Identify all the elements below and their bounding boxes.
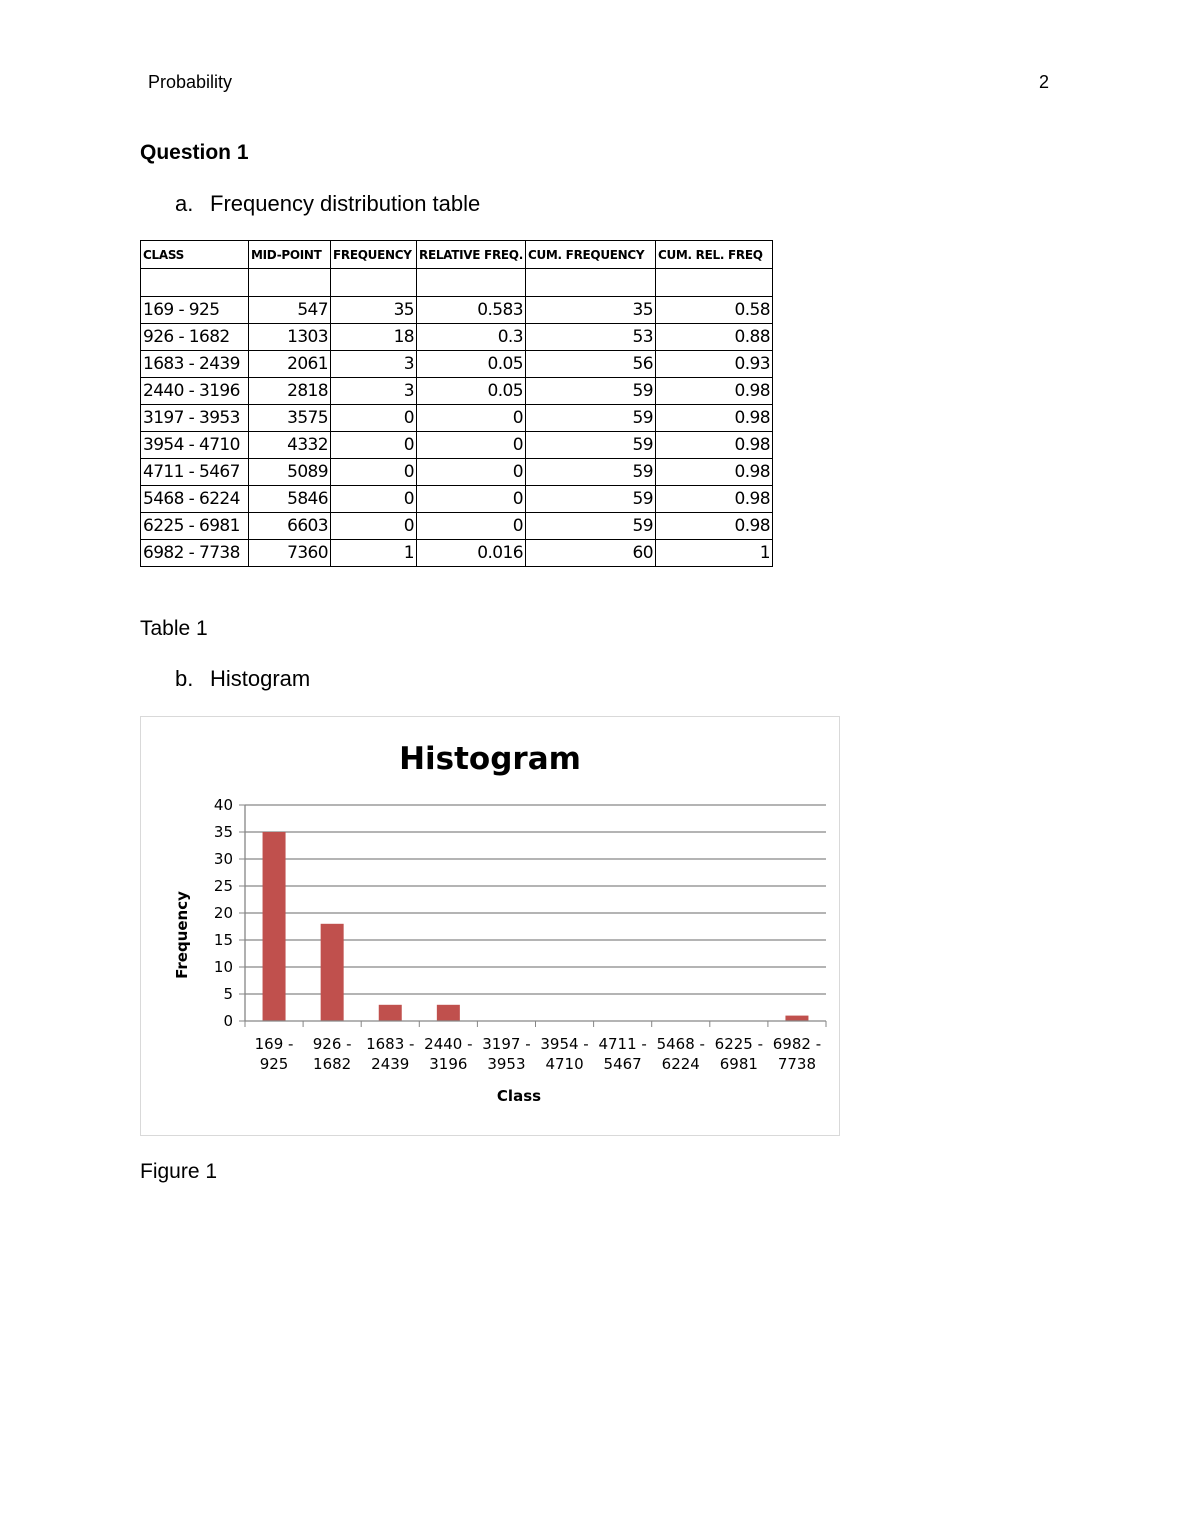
x-tick-label: 3954 - (540, 1035, 589, 1053)
cell-frequency: 0 (331, 513, 417, 540)
cell-cum-rel-freq: 0.88 (655, 324, 772, 351)
cell-cum-frequency: 60 (525, 540, 655, 567)
x-tick-label: 925 (259, 1055, 289, 1073)
y-tick-label: 40 (213, 796, 233, 814)
x-tick-label: 4711 - (598, 1035, 647, 1053)
figure-caption: Figure 1 (140, 1160, 218, 1183)
x-tick-label: 926 - (312, 1035, 352, 1053)
cell-class: 2440 - 3196 (141, 378, 249, 405)
x-tick-label: 4710 (545, 1055, 584, 1073)
cell-midpoint: 5846 (249, 486, 331, 513)
y-tick-label: 5 (223, 985, 233, 1003)
y-tick-label: 0 (223, 1012, 233, 1030)
cell-midpoint: 3575 (249, 405, 331, 432)
cell-midpoint: 6603 (249, 513, 331, 540)
table-blank-row (141, 269, 773, 297)
cell-frequency: 0 (331, 405, 417, 432)
x-tick-label: 1683 - (366, 1035, 415, 1053)
table-row (141, 513, 773, 540)
cell-midpoint: 1303 (249, 324, 331, 351)
cell-frequency: 35 (331, 297, 417, 324)
cell-cum-rel-freq: 1 (655, 540, 772, 567)
col-header-relative-freq: RELATIVE FREQ. (417, 241, 526, 269)
cell-cum-rel-freq: 0.98 (655, 513, 772, 540)
cell-midpoint: 547 (249, 297, 331, 324)
x-tick-label: 3196 (429, 1055, 468, 1073)
histogram-bar (437, 1005, 460, 1021)
cell-cum-rel-freq: 0.58 (655, 297, 772, 324)
section-a-text: Frequency distribution table (210, 191, 481, 216)
cell-cum-rel-freq: 0.98 (655, 432, 772, 459)
x-tick-label: 5467 (603, 1055, 642, 1073)
x-axis-label: Class (496, 1087, 542, 1105)
cell-class: 4711 - 5467 (141, 459, 249, 486)
table-row (141, 351, 773, 378)
cell-cum-frequency: 59 (525, 486, 655, 513)
table-row (141, 486, 773, 513)
table-row (141, 540, 773, 567)
x-tick-label: 6224 (661, 1055, 700, 1073)
y-tick-label: 30 (213, 850, 233, 868)
col-header-cum-frequency: CUM. FREQUENCY (525, 241, 655, 269)
section-a-heading (175, 191, 480, 217)
cell-frequency: 3 (331, 378, 417, 405)
cell-frequency: 3 (331, 351, 417, 378)
running-header: Probability (148, 72, 233, 92)
cell-class: 3197 - 3953 (141, 405, 249, 432)
cell-class: 6225 - 6981 (141, 513, 249, 540)
cell-relative-freq: 0.583 (417, 297, 526, 324)
y-axis-label: Frequency (173, 891, 191, 979)
cell-cum-frequency: 35 (525, 297, 655, 324)
x-tick-label: 169 - (254, 1035, 294, 1053)
table-row (141, 405, 773, 432)
cell-frequency: 0 (331, 432, 417, 459)
cell-midpoint: 2061 (249, 351, 331, 378)
col-header-class: CLASS (141, 241, 249, 269)
list-marker: a. (175, 191, 194, 216)
histogram-bar (785, 1016, 808, 1021)
list-marker: b. (175, 666, 194, 691)
cell-cum-rel-freq: 0.98 (655, 459, 772, 486)
cell-class: 5468 - 6224 (141, 486, 249, 513)
cell-cum-rel-freq: 0.98 (655, 486, 772, 513)
frequency-table (140, 240, 773, 567)
cell-cum-frequency: 59 (525, 432, 655, 459)
x-tick-label: 2440 - (424, 1035, 473, 1053)
y-tick-label: 35 (213, 823, 233, 841)
cell-class: 3954 - 4710 (141, 432, 249, 459)
x-tick-label: 3953 (487, 1055, 526, 1073)
x-tick-label: 3197 - (482, 1035, 531, 1053)
section-b-text: Histogram (210, 666, 311, 691)
histogram-bar (379, 1005, 402, 1021)
x-tick-label: 2439 (371, 1055, 410, 1073)
cell-cum-frequency: 56 (525, 351, 655, 378)
cell-relative-freq: 0 (417, 432, 526, 459)
cell-cum-frequency: 59 (525, 513, 655, 540)
cell-cum-frequency: 59 (525, 378, 655, 405)
histogram-bar (263, 832, 286, 1021)
cell-relative-freq: 0.05 (417, 378, 526, 405)
cell-frequency: 0 (331, 486, 417, 513)
cell-relative-freq: 0.3 (417, 324, 526, 351)
x-tick-label: 1682 (313, 1055, 352, 1073)
chart-title: Histogram (399, 741, 581, 777)
cell-cum-rel-freq: 0.98 (655, 405, 772, 432)
section-b-heading (175, 666, 310, 692)
histogram-bar (321, 924, 344, 1021)
cell-frequency: 18 (331, 324, 417, 351)
cell-relative-freq: 0 (417, 486, 526, 513)
x-tick-label: 6982 - (772, 1035, 822, 1053)
page-number: 2 (1039, 72, 1050, 92)
table-row (141, 297, 773, 324)
col-header-midpoint: MID-POINT (249, 241, 331, 269)
cell-midpoint: 5089 (249, 459, 331, 486)
y-tick-label: 10 (213, 958, 233, 976)
question-title: Question 1 (140, 141, 249, 164)
cell-frequency: 1 (331, 540, 417, 567)
cell-cum-frequency: 53 (525, 324, 655, 351)
cell-relative-freq: 0.05 (417, 351, 526, 378)
cell-class: 926 - 1682 (141, 324, 249, 351)
x-tick-label: 7738 (777, 1055, 817, 1073)
table-row (141, 324, 773, 351)
cell-cum-frequency: 59 (525, 405, 655, 432)
y-tick-label: 20 (213, 904, 233, 922)
cell-class: 1683 - 2439 (141, 351, 249, 378)
histogram-chart (140, 716, 840, 1136)
y-tick-label: 25 (213, 877, 233, 895)
cell-relative-freq: 0 (417, 459, 526, 486)
cell-midpoint: 4332 (249, 432, 331, 459)
cell-class: 6982 - 7738 (141, 540, 249, 567)
col-header-frequency: FREQUENCY (331, 241, 417, 269)
table-caption: Table 1 (140, 617, 208, 640)
table-header-row (141, 241, 773, 269)
cell-midpoint: 2818 (249, 378, 331, 405)
x-tick-label: 6225 - (714, 1035, 764, 1053)
cell-relative-freq: 0 (417, 405, 526, 432)
cell-midpoint: 7360 (249, 540, 331, 567)
table-row (141, 432, 773, 459)
cell-relative-freq: 0 (417, 513, 526, 540)
cell-relative-freq: 0.016 (417, 540, 526, 567)
cell-cum-frequency: 59 (525, 459, 655, 486)
histogram-svg (141, 717, 839, 1135)
y-tick-label: 15 (213, 931, 233, 949)
x-tick-label: 5468 - (656, 1035, 705, 1053)
cell-cum-rel-freq: 0.98 (655, 378, 772, 405)
cell-class: 169 - 925 (141, 297, 249, 324)
table-row (141, 378, 773, 405)
cell-frequency: 0 (331, 459, 417, 486)
col-header-cum-rel-freq: CUM. REL. FREQ (655, 241, 772, 269)
x-tick-label: 6981 (719, 1055, 758, 1073)
table-row (141, 459, 773, 486)
cell-cum-rel-freq: 0.93 (655, 351, 772, 378)
